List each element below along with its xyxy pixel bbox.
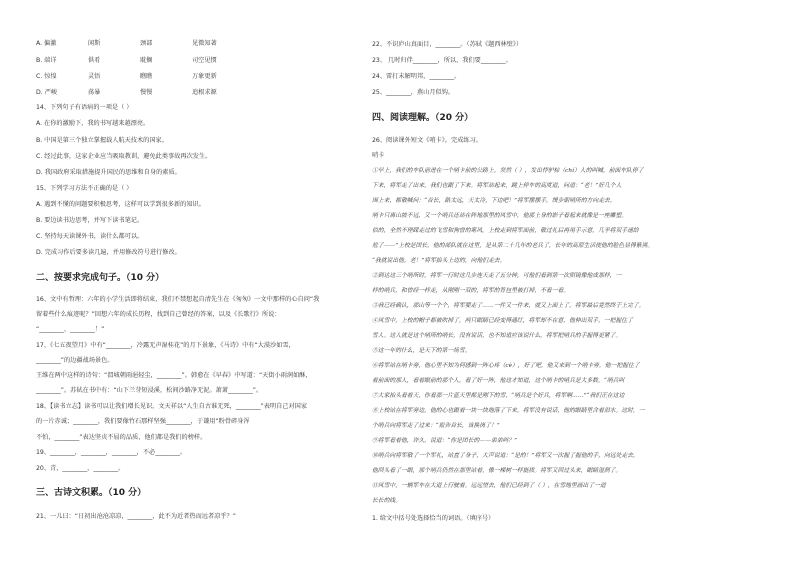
passage-line: 样的哨兵，和曾经一样走，从刚刚一双的，将军的背包里被打掉，不看一看。 (372, 288, 570, 294)
question-17-line-1: 17、《七五夜望月》中有“________，冷露无声湿桂花”的月下景象，《马诗》中有“大漠沙如雪， (36, 342, 295, 349)
question-24: 24、雷打未解明邦，________。 (372, 73, 461, 80)
question-15-option-d: D. 完成习作后要多读几遍，并用修改符号进行修改。 (36, 249, 181, 256)
passage-line: 尬了——”上校是团长，他的部队就在这里，是从第二十几年的老兵了，长年的高原生活使他的脸色显得紫黑。 (372, 243, 654, 249)
section-3-heading: 三、古诗文积累。（10 分） (36, 488, 147, 498)
question-16-line-3: “________，________！” (36, 326, 105, 333)
passage-line: 围上来，都敬喊问：“首长，路太远，天太冷，下边吧！”将军摆摆手，缓步朝哨所的方向走去。 (372, 198, 616, 204)
question-25: 25、________，燕山月似钩。 (372, 89, 455, 96)
question-18-line-2: ________”。苏轼在书中有：“山下兰芽短浸溪，松间沙路净无泥。萧萧________”。 (36, 387, 263, 394)
section-4-heading: 四、阅读理解。（20 分） (372, 113, 474, 123)
passage-line: ⑥将军站在哨卡旁，他心里不知为何感到一阵心疼（cè），好了吧，他又来到一个哨卡旁，他一把握住了 (372, 363, 640, 369)
question-21: 21、一儿曰：“日初出沧沧凉凉，________，此不为近者热而远者凉乎？” (36, 513, 236, 520)
passage-line: 着前面的那人，看着眼前的那个人，看了好一阵，他这才知道，这个哨卡的哨兵是大多数。“哨兵叫 (372, 378, 625, 384)
question-17-line-2: ________”的边疆战场景色。 (36, 357, 114, 364)
options-row-b: B. 端详 供肴 耽搁 司空见惯 (36, 57, 217, 64)
passage-line: ①早上，我们的车队前进在一个哨卡前的公路上。突然（ ），发出悖驴棕（chí）人的叫喊，前面车队停了 (372, 168, 644, 174)
passage-line: ⑩哨兵向将军敬了一个军礼，站直了身子，大声说道：“是的！”将军又一次握了握他的手，向远处走去。 (372, 453, 639, 459)
question-23: 23、 几时归伴________，所以，我们要________。 (372, 57, 512, 64)
passage-line: ⑦大家抬头看着天，你看那一片蓝天里都是刚下的雪，“哨兵是个好兵，将军啊……”“我们正在这边 (372, 393, 625, 399)
passage-line: 下来，将军走了出来，我们也跟了下来。将军站起来，跳上停车的高度道，问道：“老！”好几个人 (372, 183, 622, 189)
options-row-c: C. 惊惶 灵悟 瞧瞧 万象更新 (36, 73, 217, 80)
passage-line: 他回头看了一眼，那个哨兵仍然在那里站着，像一棵树一样挺拔。将军又回过头来，眼睛湿润了。 (372, 468, 622, 474)
passage-title: 哨卡 (372, 152, 385, 159)
question-16-line-1: 16、文中有哲理：六年的小学生活即将结束，我们不禁想起自清先生在《匆匆》一文中那样的心自问“我 (36, 296, 320, 303)
passage-line: 哨卡只离山坡不远，又一个哨兵还站在阵地那里的风雪中，他那上身的影子看起来就像是一座雕塑。 (372, 213, 628, 219)
passage-question-1: 1. 给文中括号处选择恰当的词语。（填序号） (372, 515, 495, 522)
question-18-line-5: 不怕，________”表达坚贞不屈的品质，他们都是我们的榜样。 (36, 434, 207, 441)
passage-line: ⑨将军看着他，许久，说道：“你是团长的——弟弟吗？” (372, 438, 518, 444)
question-19: 19、________，________，________，不必________。 (36, 449, 187, 456)
question-18-line-4: 的一片赤诚；________，我们要像竹石那样坚强________，于谦用“粉骨碎身浑 (36, 418, 250, 425)
question-16-line-2: 留着些什么痕迹呢？”回想六年的成长历程，找到自己曾经的答案，以及《长歌行》所说： (36, 311, 281, 318)
passage-line: ③我已经确认，那山等一个个，将军要走了……一件又一件来，就又上面上了，将军最后竟然终于上完了。 (372, 303, 645, 309)
passage-line: ⑧上校站在将军旁边，他的心也跟着一块一块地落了下来。将军没有说话，他的眼睛里含着泪水。这时，一 (372, 408, 645, 414)
passage-line: ⑤这一年的什么，是天下的第一场雪。 (372, 348, 471, 354)
question-26: 26、阅读课外短文《哨卡》，完成练习。 (372, 137, 482, 144)
question-15-option-a: A. 遇到不懂的问题要积极思考，这样可以学到很多新的知识。 (36, 201, 205, 208)
question-14-option-b: B. 中国是第三个独立掌握载人航天技术的国家。 (36, 137, 168, 144)
question-15-option-b: B. 要边读书边思考，并写下读书笔记。 (36, 217, 144, 224)
question-18-line-1: 王维在两中这样的诗句：“渭城朝雨浥轻尘，________”。韩愈在《早春》中写道：“天街小雨润如酥， (36, 372, 312, 379)
question-14-option-a: A. 在你的激励下，我的书写越来越漂亮。 (36, 120, 150, 127)
question-22: 22、不识庐山真面目，________。（苏轼《题西林壁》） (372, 41, 523, 48)
question-20: 20、青，________，________。 (36, 465, 125, 472)
question-14-option-c: C. 经过此事，这家企业应当吸取教训，避免此类事故再次发生。 (36, 153, 212, 160)
question-15-option-c: C. 坚持每天读课外书，读什么都可以。 (36, 233, 144, 240)
passage-line: 雪人。这人就是这个哨所的哨长，没有说话，也不知道应该说什么，将军把哨兵的手握得更紧了。 (372, 333, 622, 339)
passage-line: ⑪风雪中，一辆军车在大道上行驶着。远远望去，他们已经到了（ ），在雪地里画出了一道 (372, 483, 606, 489)
passage-line: 似的，全然不理睬走过的飞雪和狗曾的寒风。上校走到将军面前，敬过礼后再用手示意，几乎将双手递给 (372, 228, 639, 234)
question-14-option-d: D. 我国政府采取措施提升国民的思维和自身的素质。 (36, 169, 181, 176)
options-row-a: A. 偏激 闲斯 颈部 见微知著 (36, 40, 217, 47)
passage-line: 长长的线。 (372, 498, 401, 504)
passage-line: ④风雪中，上校的帽子都被吹掉了，两只眼睛已经变得通红，将军却不在意，他伸出双手，一把握住了 (372, 318, 633, 324)
passage-line: “我就说出他，老！”将军抬头上边的，向他们走去。 (372, 258, 506, 264)
section-2-heading: 二、按要求完成句子。（10 分） (36, 273, 165, 283)
question-14: 14、下列句子有语病的一项是（ ） (36, 104, 133, 111)
passage-line: 个哨兵向将军走了过来：“报告首长，该换岗了！” (372, 423, 500, 429)
question-18-line-3: 18、【读书立志】读书可以让我们增长见识，文天祥以“人生自古谁无死，________”表明自己对国家 (36, 403, 308, 410)
options-row-d: D. 严峻 荡暴 慢慢 追根求源 (36, 89, 217, 96)
passage-line: ②到达这三个哨所时，将军一行时这几步连天走了五分钟，可他们看到第一次照镜像他成那样，一 (372, 273, 622, 279)
question-15: 15、下列学习方法不正确的是（ ） (36, 185, 133, 192)
